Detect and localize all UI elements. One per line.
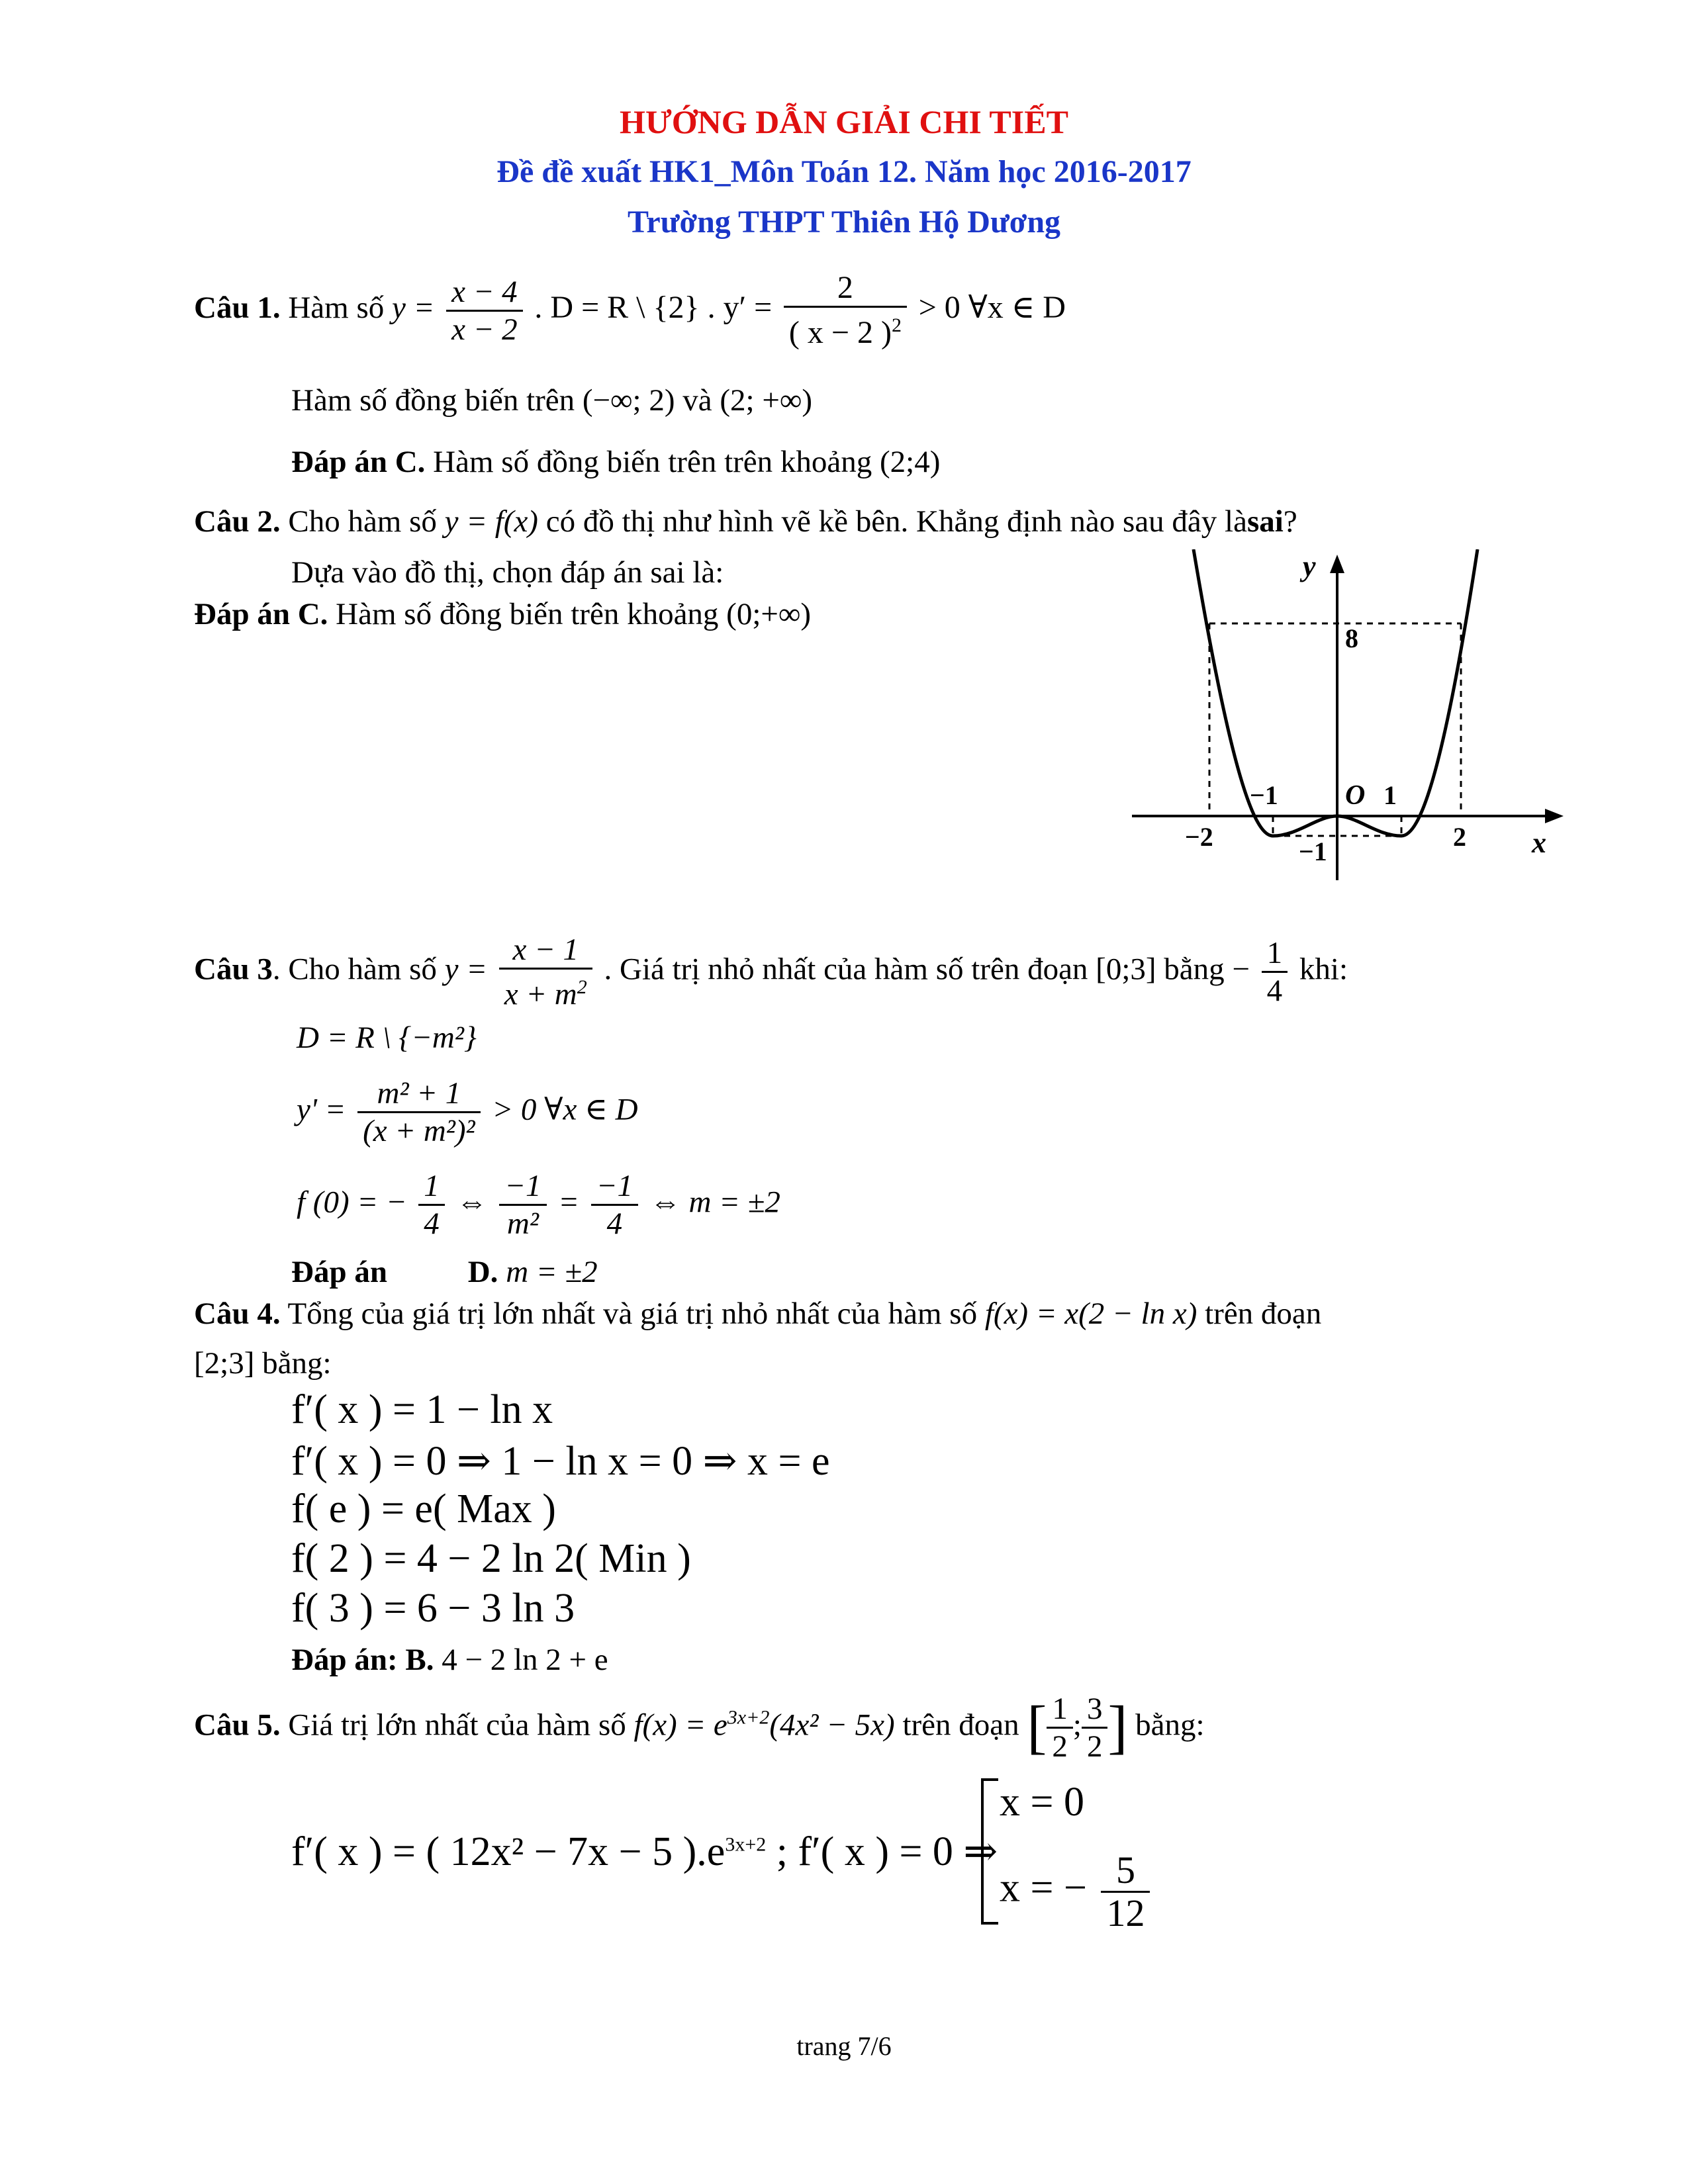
q3-deriv-y: y' = (297, 1092, 346, 1127)
q1-func-den: x − 2 (451, 312, 518, 347)
q2-text-a: Cho hàm số (288, 504, 437, 539)
q3-eq-frac2 (499, 1168, 546, 1242)
q3-eq-frac2-num: −1 (499, 1168, 546, 1206)
q2-text-b: có đồ thị như hình vẽ kề bên. Khẳng định nào sau đây là (545, 504, 1247, 539)
question-3 (194, 932, 1348, 1013)
q3-val-num: 1 (1262, 935, 1288, 973)
question-1 (194, 270, 1066, 351)
q3-eq-frac3 (591, 1168, 638, 1242)
tick-2-x: 2 (1453, 822, 1466, 852)
q2-emph: sai (1246, 504, 1284, 539)
q4-answer (291, 1640, 608, 1680)
q5-sol2-num: 5 (1101, 1850, 1150, 1893)
q3-func-den: x + m (504, 977, 577, 1012)
page-title: HƯỚNG DẪN GIẢI CHI TIẾT (620, 103, 1068, 140)
q5-int-a-den: 2 (1052, 1729, 1068, 1764)
tick-8: 8 (1345, 623, 1358, 653)
q3-text-a: . Cho hàm số (272, 952, 437, 987)
q2-answer (194, 594, 811, 634)
q4-text-b: trên đoạn (1205, 1297, 1322, 1331)
tick-neg1-y: −1 (1299, 837, 1327, 866)
q3-label: Câu 3 (194, 952, 273, 987)
question-5: Câu 5. Giá trị lớn nhất của hàm số $f(x) = e^{3x+2}(4x^2 - 5x)$ trên đoạn [ $\frac{1}{2}$ ; $\frac{3}{2}$ ] bằng: (194, 1692, 1205, 1764)
q4-step-5: f( 3 ) = 6 − 3 ln 3 (291, 1586, 575, 1631)
q3-eq-d: = (558, 1185, 579, 1220)
q1-conclusion: Hàm số đồng biến trên (−∞; 2) và (2; +∞) (291, 383, 812, 418)
q3-eq-f: ⇔ m = ±2 (649, 1185, 780, 1220)
page-number: trang 7/6 (796, 2031, 892, 2061)
q1-deriv-den: ( x − 2 ) (788, 315, 892, 350)
q3-answer-label: Đáp án (291, 1255, 387, 1289)
function-curve (1194, 549, 1477, 836)
q3-deriv-num: m² + 1 (357, 1075, 481, 1113)
q1-answer-label: Đáp án C. (291, 445, 426, 479)
q1-deriv-cond: > 0 ∀x ∈ D (918, 289, 1066, 325)
q5-text-a: Giá trị lớn nhất của hàm số (288, 1707, 626, 1743)
q5-int-b-den: 2 (1086, 1729, 1103, 1764)
q5-func: f(x) = e (633, 1707, 727, 1743)
origin-label: O (1345, 780, 1366, 811)
q3-domain: D = R \ {−m²} (297, 1021, 477, 1055)
q5-derivative (291, 1827, 998, 1876)
q3-eq-frac3-den: 4 (606, 1206, 623, 1241)
tick-neg2-x: −2 (1185, 822, 1213, 852)
q5-int-a-num: 1 (1047, 1691, 1073, 1729)
q2-text-c: ? (1283, 504, 1297, 539)
q5-deriv: f′( x ) = ( 12x² − 7x − 5 ).e (291, 1829, 726, 1874)
q5-text-c: bằng: (1135, 1707, 1205, 1743)
tick-neg1-x: −1 (1250, 780, 1278, 810)
q3-eq-frac1-num: 1 (418, 1168, 445, 1206)
q2-func: y = f(x) (444, 504, 538, 539)
q5-int-frac-b (1082, 1691, 1108, 1764)
q4-answer-label: Đáp án (291, 1643, 387, 1677)
q3-eq-b: ⇔ (456, 1185, 488, 1220)
q4-step-2: f′( x ) = 0 ⇒ 1 − ln x = 0 ⇒ x = e (291, 1439, 830, 1484)
q5-func-tail: (4x² − 5x) (769, 1707, 895, 1743)
y-axis-label: y (1303, 550, 1316, 582)
q1-domain: . D = R \ {2} . y′ = (534, 289, 773, 325)
q4-step-4: f( 2 ) = 4 − 2 ln 2( Min ) (291, 1536, 691, 1581)
y-axis-arrow (1330, 555, 1344, 573)
q4-step-1: f′( x ) = 1 − ln x (291, 1387, 553, 1432)
q3-func-fraction (499, 932, 592, 1013)
question-4 (194, 1294, 1531, 1334)
q5-deriv-exp: 3x+2 (725, 1833, 767, 1856)
q1-answer-text: Hàm số đồng biến trên trên khoảng (2;4) (433, 445, 941, 479)
q5-interval-open: [ (1027, 1694, 1047, 1760)
q2-answer-text: Hàm số đồng biến trên khoảng (0;+∞) (336, 597, 812, 631)
q5-deriv-b: ; f′( x ) = 0 ⇒ (776, 1829, 998, 1874)
tick-1-x: 1 (1383, 780, 1397, 810)
q1-label: Câu 1. (194, 290, 281, 325)
q3-equation (297, 1168, 780, 1242)
q4-label: Câu 4. (194, 1297, 281, 1331)
q5-int-frac-a (1047, 1691, 1073, 1764)
q4-step-3: f( e ) = e( Max ) (291, 1486, 556, 1531)
q3-text-b: . Giá trị nhỏ nhất của hàm số trên đoạn [0;3] bằng − (604, 952, 1250, 987)
q4-answer-choice: : B. (387, 1643, 434, 1677)
q5-sol2-text: x = − (1000, 1865, 1087, 1911)
q3-deriv-cond: > 0 ∀x ∈ D (492, 1092, 638, 1127)
q3-answer-choice: D. (467, 1255, 498, 1289)
q2-label: Câu 2. (194, 504, 281, 539)
q5-interval-close: ] (1107, 1694, 1128, 1760)
question-2 (194, 502, 1297, 541)
q2-answer-label: Đáp án C. (194, 597, 328, 631)
q5-sol2-den: 12 (1106, 1891, 1145, 1934)
q5-label: Câu 5. (194, 1707, 281, 1743)
q3-text-c: khi: (1299, 952, 1348, 987)
q4-text-c: [2;3] bằng: (194, 1346, 332, 1381)
q4-text-a: Tổng của giá trị lớn nhất và giá trị nhỏ nhất của hàm số (287, 1297, 978, 1331)
q1-func-num: x − 4 (446, 274, 523, 312)
q1-func-fraction (446, 274, 523, 347)
q4-answer-text: 4 − 2 ln 2 + e (442, 1643, 608, 1677)
q2-function-graph (1119, 549, 1582, 893)
q1-answer (291, 442, 940, 482)
q3-func-den-exp: 2 (577, 976, 587, 998)
q1-func-y: y = (392, 290, 435, 325)
q1-deriv-num: 2 (784, 270, 907, 308)
q3-func-num: x − 1 (499, 932, 592, 970)
school-name: Trường THPT Thiên Hộ Dương (627, 205, 1061, 240)
q3-value-fraction (1262, 935, 1288, 1009)
x-axis-label: x (1532, 827, 1546, 859)
q3-deriv-fraction (357, 1075, 481, 1149)
q3-eq-a: f (0) = − (297, 1185, 407, 1220)
q4-func: f(x) = x(2 − ln x) (984, 1297, 1197, 1331)
q5-sol-2 (1000, 1850, 1154, 1934)
q3-func-y: y = (444, 952, 487, 987)
q1-intro: Hàm số (288, 290, 385, 325)
x-axis-arrow (1545, 809, 1564, 823)
q3-deriv-den: (x + m²)² (363, 1114, 475, 1148)
q2-line2: Dựa vào đồ thị, chọn đáp án sai là: (291, 555, 724, 590)
q3-derivative (297, 1075, 638, 1149)
q5-int-b-num: 3 (1082, 1691, 1108, 1729)
q5-func-exp: 3x+2 (727, 1706, 770, 1729)
q5-sol-1: x = 0 (1000, 1780, 1084, 1825)
q1-deriv-den-exp: 2 (891, 314, 902, 336)
q3-eq-frac1 (418, 1168, 445, 1242)
q1-deriv-fraction (784, 270, 907, 351)
q3-eq-frac1-den: 4 (424, 1206, 440, 1241)
q3-val-den: 4 (1266, 974, 1283, 1009)
q3-eq-frac3-num: −1 (591, 1168, 638, 1206)
q3-eq-frac2-den: m² (506, 1206, 539, 1241)
q3-answer (291, 1252, 598, 1292)
q3-answer-text: m = ±2 (506, 1255, 598, 1289)
q5-sol2-fraction (1101, 1850, 1150, 1934)
exam-subtitle: Đề đề xuất HK1_Môn Toán 12. Năm học 2016-2017 (496, 154, 1192, 189)
q5-text-b: trên đoạn (902, 1707, 1019, 1743)
